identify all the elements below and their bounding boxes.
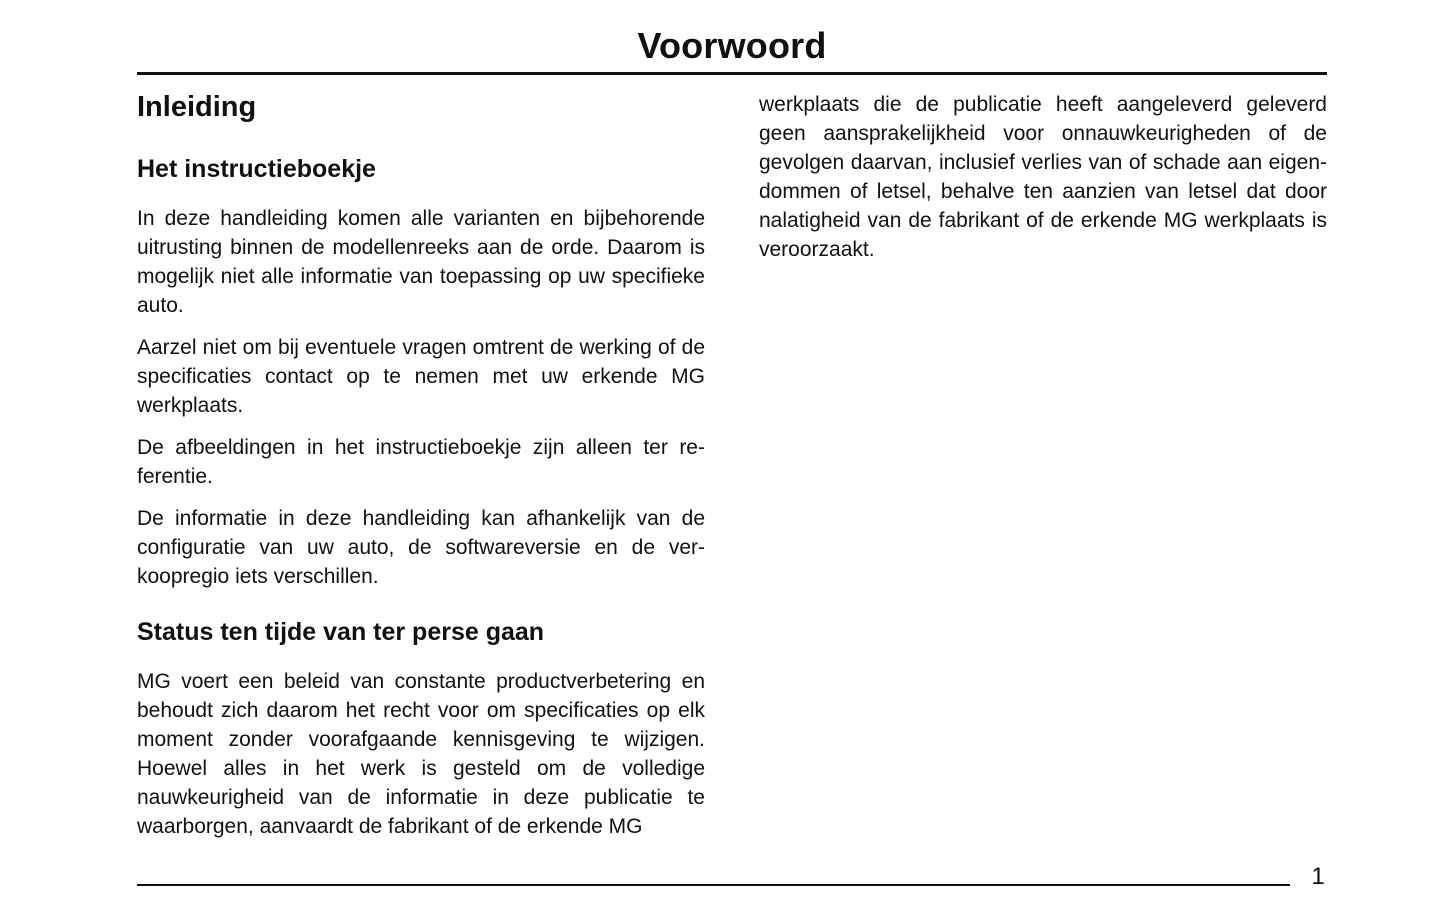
paragraph-contact: Aarzel niet om bij eventuele vragen omtrent de werking of de specificaties contact op te nemen met uw erkende MG werkplaats. bbox=[137, 336, 705, 417]
right-column bbox=[759, 90, 1327, 277]
subsection-title-instructieboekje: Het instructieboekje bbox=[137, 155, 376, 183]
paragraph-afbeeldingen: De afbeeldingen in het instructieboekje zijn alleen ter referentie. bbox=[137, 436, 705, 488]
page-title: Voorwoord bbox=[637, 25, 827, 66]
paragraph-productverbetering: MG voert een beleid van constante productverbetering en behoudt zich daarom het recht voor om specificaties op elk moment zonder voorafgaande kennisgeving te wijzigen. Hoewel alles in het werk is gesteld om de volledige nauwkeurigheid van de informatie in deze publicatie te waarborgen, aanvaardt de fabrikant of de erkende MG bbox=[137, 670, 705, 838]
header-divider bbox=[137, 72, 1327, 75]
subsection-title-status: Status ten tijde van ter perse gaan bbox=[137, 618, 545, 646]
paragraph-configuratie: De informatie in deze handleiding kan afhankelijk van de configuratie van uw auto, de softwareversie en de verkoopregio iets verschillen. bbox=[137, 507, 705, 588]
left-column bbox=[137, 86, 705, 854]
section-title-inleiding: Inleiding bbox=[137, 91, 257, 123]
page-number: 1 bbox=[1311, 863, 1325, 890]
paragraph-aansprakelijkheid: werkplaats die de publicatie heeft aangeleverd geleverd geen aansprakelijkheid voor onnauwkeurigheden of de gevolgen daarvan, inclusief verlies van of schade aan eigendommen of letsel, behalve ten aanzien van letsel dat door nalatigheid van de fabrikant of de erkende MG werkplaats is veroorzaakt. bbox=[759, 93, 1327, 261]
footer-divider bbox=[137, 884, 1290, 886]
paragraph-varianten: In deze handleiding komen alle varianten en bijbehorende uitrusting binnen de modellenreeks aan de orde. Daarom is mogelijk niet alle informatie van toepassing op uw specifieke auto. bbox=[137, 207, 705, 317]
